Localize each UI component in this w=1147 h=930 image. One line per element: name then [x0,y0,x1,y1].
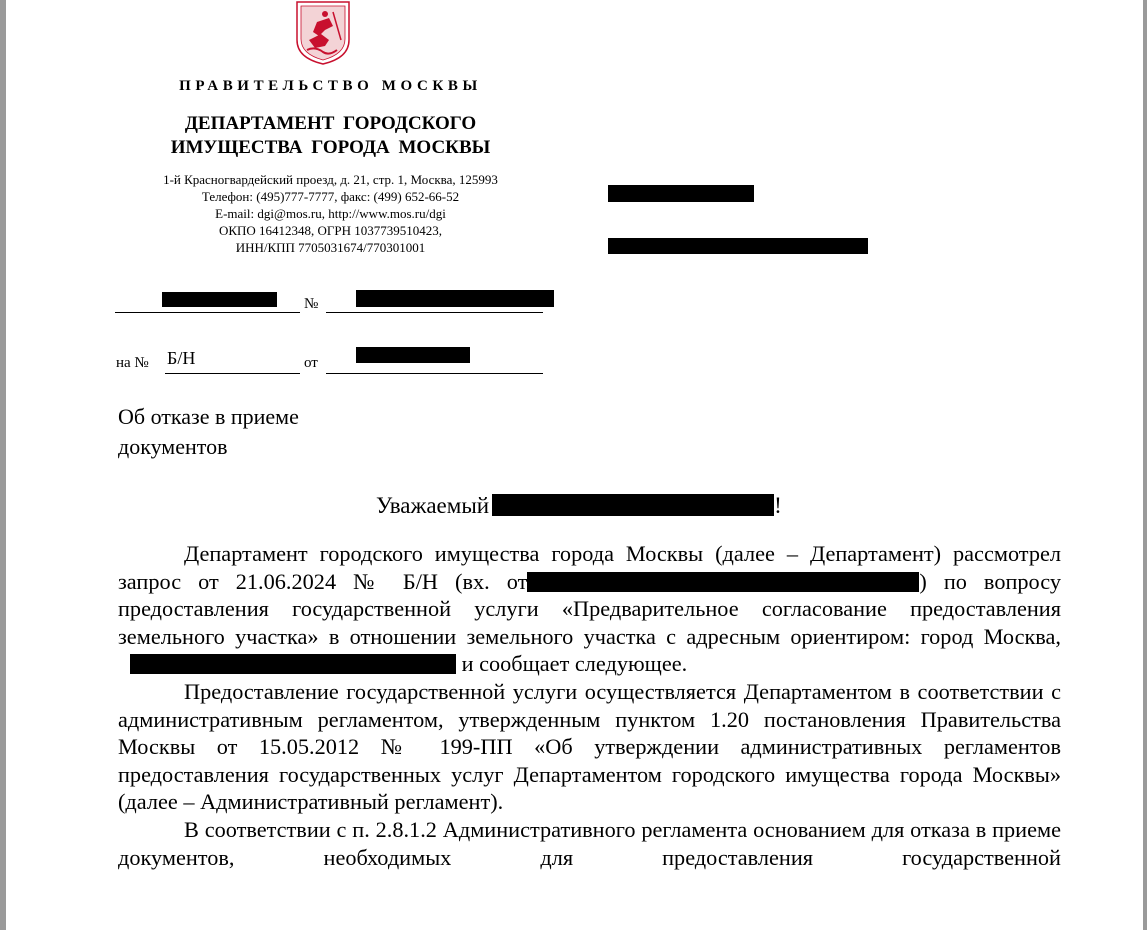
paragraph-1 [118,540,1061,678]
number-label: № [304,296,319,312]
paragraph-3: В соответствии с п. 2.8.1.2 Административного регламента основанием для отказа в приеме документов, необходимых для предоставления государственной [118,816,1061,870]
outgoing-number-line [326,312,543,313]
moscow-coat-of-arms-icon [295,0,351,66]
reply-from-label: от [304,355,318,371]
contact-phone: Телефон: (495)777-7777, факс: (499) 652-66-52 [201,189,460,204]
letter-subject [118,402,299,462]
department-title-line-2: ИМУЩЕСТВА ГОРОДА МОСКВЫ [170,137,491,158]
greeting [376,493,782,519]
redacted-outgoing-number [356,290,554,307]
reply-date-line [326,373,543,374]
department-contacts [118,171,543,256]
contact-address: 1-й Красногвардейский проезд, д. 21, стр. 1, Москва, 125993 [163,172,498,187]
paragraph-1-part-a: Департамент городского имущества города Москвы (далее – Департамент) рассмотрел запрос от 21.06.2024 № Б/Н (вх. от [118,541,1061,594]
reply-number-value: Б/Н [167,348,196,368]
paragraph-1-part-b: ) по вопросу предоставления государственной услуги «Предварительное согласование предоставления земельного участка» в отношении земельного участка с адресным ориентиром: город Москва, [118,568,1061,649]
letter-body [118,540,1061,871]
reply-number-label: на № [116,355,149,371]
government-title: ПРАВИТЕЛЬСТВО МОСКВЫ [179,78,482,94]
redacted-land-address [130,654,456,674]
paragraph-1-part-c: и сообщает следующее. [456,651,688,677]
subject-line-1: Об отказе в приеме [118,404,299,429]
outgoing-date-line [115,312,300,313]
contact-email: E-mail: dgi@mos.ru, http://www.mos.ru/dgi [215,206,446,221]
greeting-prefix: Уважаемый [376,493,490,518]
window-border-left [0,0,6,930]
window-border-right [1143,0,1147,930]
redacted-incoming-registration [527,572,919,592]
redacted-reply-date [356,347,470,363]
redacted-recipient-full-name [492,494,774,516]
redacted-outgoing-date [162,292,277,307]
redacted-recipient-email [608,238,868,254]
redacted-recipient-name [608,185,754,202]
paragraph-2: Предоставление государственной услуги осуществляется Департаментом в соответствии с административным регламентом, утвержденным пунктом 1.20 постановления Правительства Москвы от 15.05.2012 № 199-ПП «Об утверждении административных регламентов предоставления государственных услуг Департаментом городского имущества города Москвы» (далее – Административный регламент). [118,678,1061,815]
greeting-suffix: ! [774,493,782,518]
department-title-line-1: ДЕПАРТАМЕНТ ГОРОДСКОГО [184,113,477,134]
subject-line-2: документов [118,434,228,459]
department-title [118,112,543,160]
reply-number-line [165,373,300,374]
contact-inn: ИНН/КПП 7705031674/770301001 [235,240,426,255]
contact-okpo: ОКПО 16412348, ОГРН 1037739510423, [218,223,443,238]
